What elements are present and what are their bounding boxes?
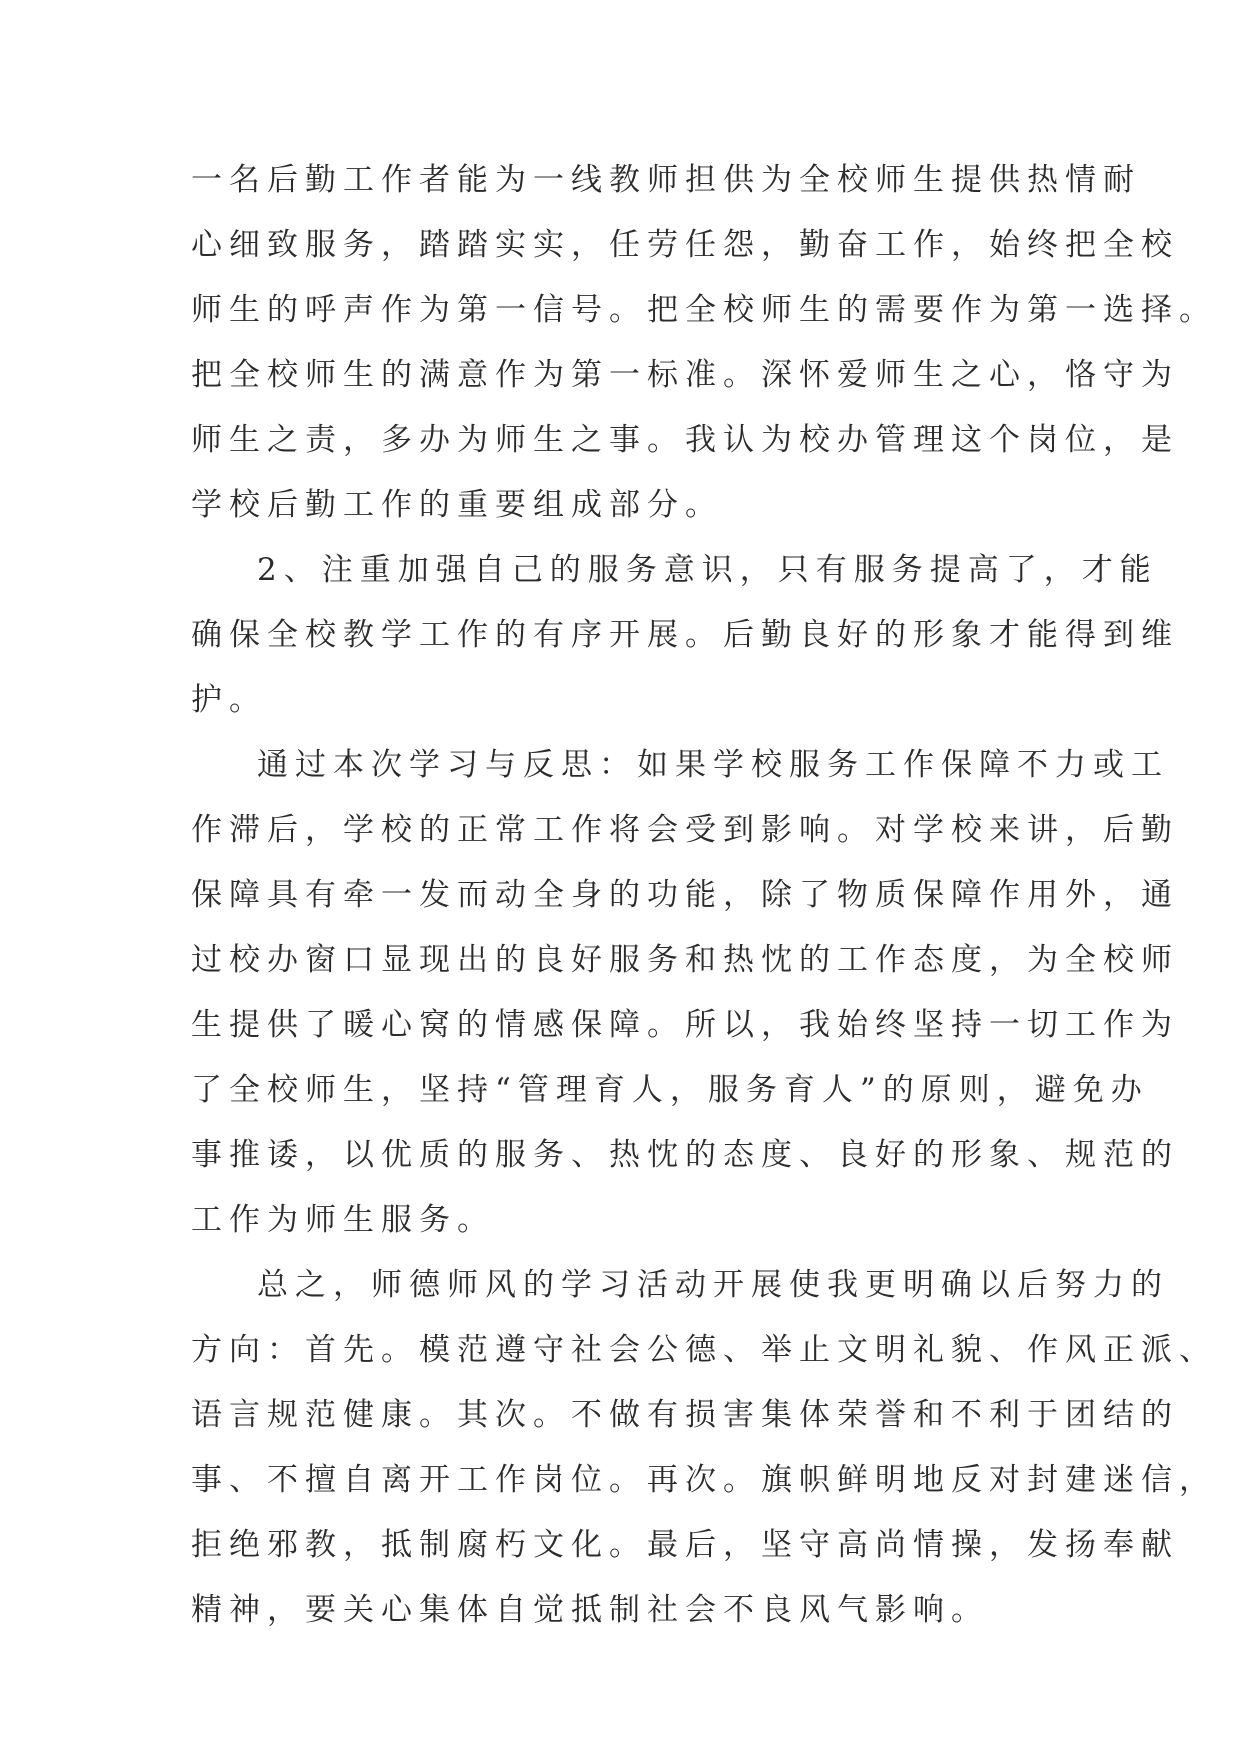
text-line: 过校办窗口显现出的良好服务和热忱的工作态度，为全校师 bbox=[191, 942, 1179, 978]
text-line: 工作为师生服务。 bbox=[191, 1202, 495, 1238]
text-line: 方向：首先。模范遵守社会公德、举止文明礼貌、作风正派、 bbox=[191, 1332, 1217, 1368]
text-line: 精神，要关心集体自觉抵制社会不良风气影响。 bbox=[191, 1592, 989, 1628]
text-line: 把全校师生的满意作为第一标准。深怀爱师生之心，恪守为 bbox=[191, 357, 1179, 393]
text-line: 作滞后，学校的正常工作将会受到影响。对学校来讲，后勤 bbox=[191, 812, 1179, 848]
text-line: 师生的呼声作为第一信号。把全校师生的需要作为第一选择。 bbox=[191, 292, 1217, 328]
text-line: 师生之责，多办为师生之事。我认为校办管理这个岗位，是 bbox=[191, 422, 1179, 458]
text-line: 生提供了暖心窝的情感保障。所以，我始终坚持一切工作为 bbox=[191, 1007, 1179, 1043]
text-line: 2、注重加强自己的服务意识，只有服务提高了，才能 bbox=[257, 552, 1158, 588]
text-line: 一名后勤工作者能为一线教师担供为全校师生提供热情耐 bbox=[191, 162, 1141, 198]
text-line: 保障具有牵一发而动全身的功能，除了物质保障作用外，通 bbox=[191, 877, 1179, 913]
text-line: 事推诿，以优质的服务、热忱的态度、良好的形象、规范的 bbox=[191, 1137, 1179, 1173]
text-line: 通过本次学习与反思：如果学校服务工作保障不力或工 bbox=[257, 747, 1169, 783]
text-line: 语言规范健康。其次。不做有损害集体荣誉和不利于团结的 bbox=[191, 1397, 1179, 1433]
text-line: 心细致服务，踏踏实实，任劳任怨，勤奋工作，始终把全校 bbox=[191, 227, 1179, 263]
text-line: 拒绝邪教，抵制腐朽文化。最后，坚守高尚情操，发扬奉献 bbox=[191, 1527, 1179, 1563]
text-line: 学校后勤工作的重要组成部分。 bbox=[191, 487, 723, 523]
text-line: 事、不擅自离开工作岗位。再次。旗帜鲜明地反对封建迷信， bbox=[191, 1462, 1217, 1498]
text-line: 了全校师生，坚持“管理育人，服务育人”的原则，避免办 bbox=[191, 1072, 1149, 1108]
text-line: 护。 bbox=[191, 682, 267, 718]
text-line: 确保全校教学工作的有序开展。后勤良好的形象才能得到维 bbox=[191, 617, 1179, 653]
text-line: 总之，师德师风的学习活动开展使我更明确以后努力的 bbox=[257, 1267, 1169, 1303]
